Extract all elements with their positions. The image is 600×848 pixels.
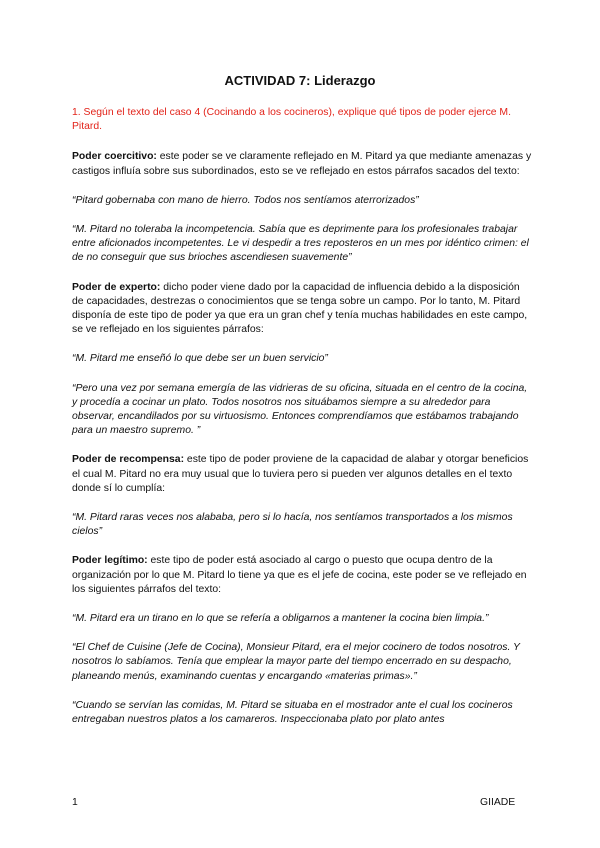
footer-label: GIIADE: [480, 797, 516, 808]
quote: “M. Pitard no toleraba la incompetencia. Sabía que es deprimente para los profesionales trabajar entre aficionados incompetentes. Le vi despedir a tres reposteros en un mes por idéntico crimen: el de no conseguir que sus brioches ascendiesen suavemente”: [72, 224, 529, 264]
page-number: 1: [72, 797, 78, 808]
quote: “M. Pitard me enseñó lo que debe ser un buen servicio”: [72, 353, 328, 365]
quote: “Pero una vez por semana emergía de las vidrieras de su oficina, situada en el centro de la cocina, y procedía a cocinar un plato. Todos nosotros nos situábamos siempre a su alrededor para observar, encandilados por su virtuosismo. Entonces comprendíamos que estábamos trabajando para un maestro supremo. ”: [72, 382, 528, 437]
paragraph-recompensa: [72, 453, 532, 496]
paragraph-legitimo: [72, 554, 532, 597]
quote: “M. Pitard raras veces nos alababa, pero si lo hacía, nos sentíamos transportados a los mismos cielos”: [72, 512, 513, 538]
quote: “Pitard gobernaba con mano de hierro. Todos nos sentíamos aterrorizados”: [72, 194, 419, 206]
text-experto: dicho poder viene dado por la capacidad de influencia debido a la disposición de capacidades, destrezas o conocimientos que se tenga sobre un campo. Por lo tanto, M. Pitard disponía de este tipo de poder ya que era un gran chef y tenía muchas habilidades en este campo, se ve reflejado en los siguientes párrafos:: [72, 281, 528, 336]
quote: “M. Pitard era un tirano en lo que se refería a obligarnos a mantener la cocina bien limpia.”: [72, 613, 489, 625]
question-text: 1. Según el texto del caso 4 (Cocinando a los cocineros), explique qué tipos de poder ejerce M. Pitard.: [72, 107, 511, 133]
heading-legitimo: Poder legítimo:: [72, 555, 148, 567]
text-recompensa: este tipo de poder proviene de la capacidad de alabar y otorgar beneficios el cual M. Pitard no era muy usual que lo tuviera pero si pueden ver algunos detalles en el texto donde sí lo cumplía:: [72, 454, 529, 494]
page-title: ACTIVIDAD 7: Liderazgo: [224, 73, 376, 88]
heading-experto: Poder de experto:: [72, 281, 161, 293]
heading-recompensa: Poder de recompensa:: [72, 454, 185, 466]
quote: “Cuando se servían las comidas, M. Pitard se situaba en el mostrador ante el cual los cocineros entregaban nuestros platos a los camareros. Inspeccionaba plato por plato antes: [72, 699, 513, 726]
text-legitimo: este tipo de poder está asociado al cargo o puesto que ocupa dentro de la organización por lo que M. Pitard lo tiene ya que es el jefe de cocina, este poder se ve reflejado en los siguientes párrafos del texto:: [72, 555, 527, 595]
quote: “El Chef de Cuisine (Jefe de Cocina), Monsieur Pitard, era el mejor cocinero de todos nosotros. Y nosotros lo sabíamos. Tenía que emplear la mayor parte del tiempo encerrado en su despacho, planeando menús, examinando cuentas y encargando «materias primas».”: [72, 642, 520, 682]
paragraph-coercitivo: [72, 150, 532, 178]
heading-coercitivo: Poder coercitivo:: [72, 151, 157, 163]
text-coercitivo: este poder se ve claramente reflejado en M. Pitard ya que mediante amenazas y castigos influía sobre sus subordinados, esto se ve reflejado en estos párrafos sacados del texto:: [72, 151, 532, 177]
paragraph-experto: [72, 281, 532, 338]
document-body: [72, 106, 532, 742]
